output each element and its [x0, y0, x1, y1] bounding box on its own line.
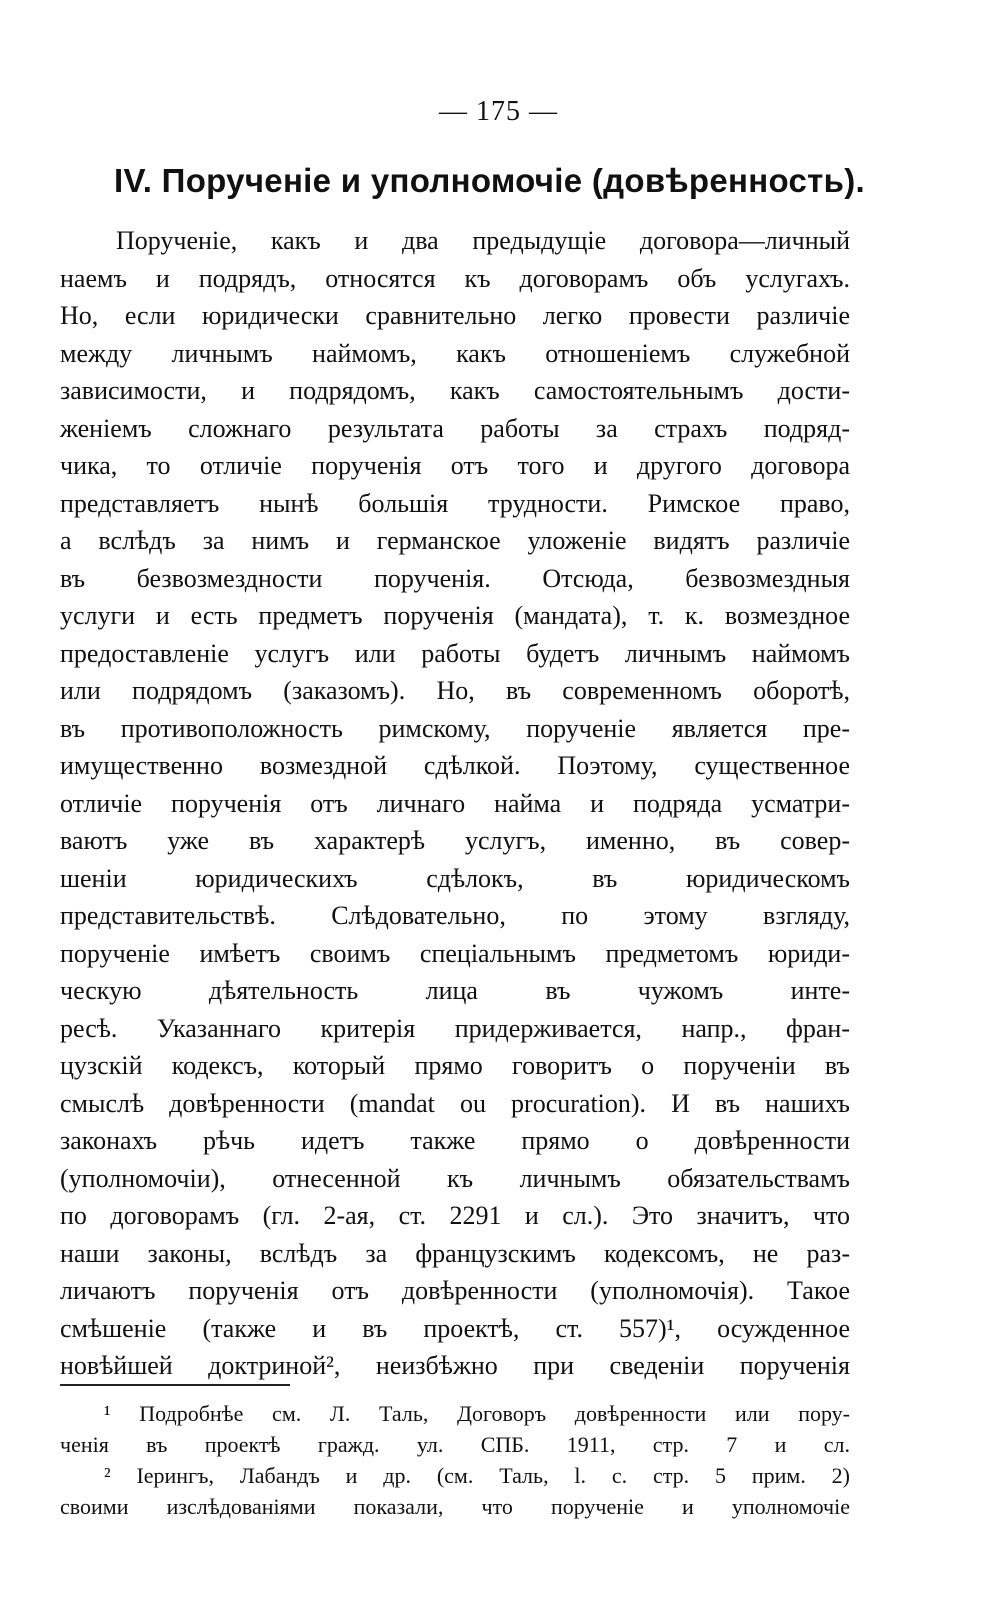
body-line: услуги и есть предметъ порученія (мандата), т. к. возмездное: [60, 601, 850, 630]
body-line: цузскій кодексъ, который прямо говоритъ о порученіи въ: [60, 1051, 850, 1080]
page-number: — 175 —: [439, 96, 558, 127]
body-line: смѣшеніе (также и въ проектѣ, ст. 557)¹, осужденное: [60, 1313, 850, 1343]
body-line: между личнымъ наймомъ, какъ отношеніемъ служебной: [60, 338, 850, 368]
body-line: ческую дѣятельность лица въ чужомъ инте-: [60, 976, 850, 1005]
body-line: имущественно возмездной сдѣлкой. Поэтому, существенное: [60, 751, 850, 780]
body-line: представляетъ нынѣ большія трудности. Римское право,: [60, 488, 850, 518]
body-line: представительствѣ. Слѣдовательно, по этому взгляду,: [60, 901, 850, 930]
body-line: въ безвозмездности порученія. Отсюда, безвозмездныя: [60, 563, 850, 593]
body-line: законахъ рѣчь идетъ также прямо о довѣренности: [60, 1126, 850, 1155]
body-line: Но, если юридически сравнительно легко провести различіе: [60, 301, 850, 330]
body-line: (уполномочіи), отнесенной къ личнымъ обязательствамъ: [60, 1163, 850, 1193]
footnote-line: ¹ Подробнѣе см. Л. Таль, Договоръ довѣренности или пору-: [104, 1401, 850, 1426]
body-line: а вслѣдъ за нимъ и германское уложеніе видятъ различіе: [60, 526, 850, 555]
body-line: новѣйшей доктриной², неизбѣжно при сведеніи порученія: [60, 1351, 850, 1380]
footnote-line: ченія въ проектѣ гражд. ул. СПБ. 1911, стр. 7 и сл.: [60, 1432, 850, 1457]
body-line: по договорамъ (гл. 2-ая, ст. 2291 и сл.). Это значитъ, что: [60, 1201, 850, 1230]
footnotes: [60, 1398, 850, 1522]
body-line: или подрядомъ (заказомъ). Но, въ современномъ оборотѣ,: [60, 676, 850, 705]
body-line: наши законы, вслѣдъ за французскимъ кодексомъ, не раз-: [60, 1238, 850, 1268]
body-line: предоставленіе услугъ или работы будетъ личнымъ наймомъ: [60, 638, 850, 668]
body-line: наемъ и подрядъ, относятся къ договорамъ объ услугахъ.: [60, 263, 850, 293]
body-line: личаютъ порученія отъ довѣренности (уполномочія). Такое: [60, 1276, 850, 1305]
body-line: чика, то отличіе порученія отъ того и другого договора: [60, 451, 850, 480]
body-line: смыслѣ довѣренности (mandat ou procuration). И въ нашихъ: [60, 1088, 850, 1118]
body-line: ресѣ. Указаннаго критерія придерживается, напр., фран-: [60, 1013, 850, 1043]
footnote-line: ² Іерингъ, Лабандъ и др. (см. Таль, l. с. стр. 5 прим. 2): [104, 1463, 850, 1488]
body-line: отличіе порученія отъ личнаго найма и подряда усматри-: [60, 788, 850, 818]
body-line: ваютъ уже въ характерѣ услугъ, именно, въ совер-: [60, 826, 850, 855]
body-line: шеніи юридическихъ сдѣлокъ, въ юридическомъ: [60, 863, 850, 893]
body-line: женіемъ сложнаго результата работы за страхъ подряд-: [60, 413, 850, 443]
body-line: Порученіе, какъ и два предыдущіе договора—личный: [116, 226, 850, 255]
body-text: [60, 222, 850, 1385]
body-line: зависимости, и подрядомъ, какъ самостоятельнымъ дости-: [60, 376, 850, 405]
body-line: въ противоположность римскому, порученіе является пре-: [60, 713, 850, 743]
footnote-divider: [60, 1384, 290, 1386]
chapter-title: IV. Порученіе и уполномочіе (довѣренность).: [114, 162, 865, 199]
body-line: порученіе имѣетъ своимъ спеціальнымъ предметомъ юриди-: [60, 938, 850, 968]
footnote-line: своими изслѣдованіями показали, что порученіе и уполномочіе: [60, 1494, 850, 1519]
